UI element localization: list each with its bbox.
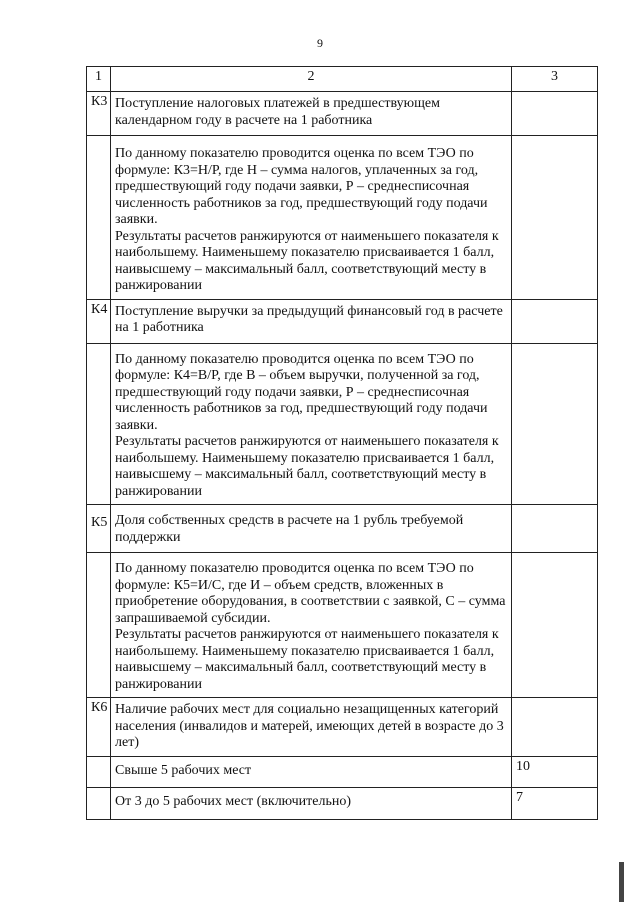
- criterion-code: К3: [87, 92, 111, 136]
- criterion-points: [512, 505, 598, 553]
- empty-cell: [87, 756, 111, 788]
- criterion-description: [111, 553, 512, 698]
- criterion-description: [111, 343, 512, 505]
- column-header-1: 1: [87, 67, 111, 92]
- criterion-description-row-k5: [87, 553, 598, 698]
- option-label: От 3 до 5 рабочих мест (включительно): [111, 788, 512, 820]
- criterion-title: Поступление налоговых платежей в предшествующем календарном году в расчете на 1 работника: [111, 92, 512, 136]
- description-paragraph: По данному показателю проводится оценка по всем ТЭО по формуле: К4=В/Р, где В – объем выручки, полученной за год, предшествующий году подачи заявки, Р – среднесписочная численность работников за год, предшествующий году подачи заявки.: [115, 351, 488, 433]
- empty-cell: [87, 136, 111, 300]
- empty-cell: [512, 553, 598, 698]
- criterion-title: Доля собственных средств в расчете на 1 рубль требуемой поддержки: [111, 505, 512, 553]
- criterion-points: [512, 299, 598, 343]
- column-header-2: 2: [111, 67, 512, 92]
- option-points: 10: [512, 756, 598, 788]
- criterion-description: [111, 136, 512, 300]
- column-header-3: 3: [512, 67, 598, 92]
- empty-cell: [87, 553, 111, 698]
- description-paragraph: По данному показателю проводится оценка по всем ТЭО по формуле: К3=Н/Р, где Н – сумма налогов, уплаченных за год, предшествующий году подачи заявки, Р – среднесписочная численность работников за год, предшествующий году подачи заявки.: [115, 146, 488, 227]
- description-paragraph: Результаты расчетов ранжируются от наименьшего показателя к наибольшему. Наименьшему показателю присваивается 1 балл, наивысшему – максимальный балл, соответствующий месту в ранжировании: [115, 434, 499, 499]
- criterion-row-k5: [87, 505, 598, 553]
- criterion-points: [512, 698, 598, 757]
- empty-cell: [87, 343, 111, 505]
- criterion-points: [512, 92, 598, 136]
- empty-cell: [87, 788, 111, 820]
- option-label: Свыше 5 рабочих мест: [111, 756, 512, 788]
- criterion-description-row-k3: [87, 136, 598, 300]
- description-paragraph: По данному показателю проводится оценка по всем ТЭО по формуле: К5=И/С, где И – объем средств, вложенных в приобретение оборудования, в соответствии с заявкой, С – сумма запрашиваемой субсидии.: [115, 561, 506, 626]
- criterion-code: К6: [87, 698, 111, 757]
- criterion-title: Поступление выручки за предыдущий финансовый год в расчете на 1 работника: [111, 299, 512, 343]
- criterion-row-k4: [87, 299, 598, 343]
- criterion-description-row-k4: [87, 343, 598, 505]
- empty-cell: [512, 343, 598, 505]
- criterion-row-k6: [87, 698, 598, 757]
- criterion-code: К5: [87, 505, 111, 553]
- description-paragraph: Результаты расчетов ранжируются от наименьшего показателя к наибольшему. Наименьшему показателю присваивается 1 балл, наивысшему – максимальный балл, соответствующий месту в ранжировании: [115, 228, 499, 293]
- criterion-code: К4: [87, 299, 111, 343]
- criterion-row-k3: [87, 92, 598, 136]
- empty-cell: [512, 136, 598, 300]
- binding-edge-mark: [619, 862, 624, 902]
- criteria-table: [86, 66, 598, 820]
- option-points: 7: [512, 788, 598, 820]
- criterion-title: Наличие рабочих мест для социально незащищенных категорий населения (инвалидов и матерей, имеющих детей в возрасте до 3 лет): [111, 698, 512, 757]
- description-paragraph: Результаты расчетов ранжируются от наименьшего показателя к наибольшему. Наименьшему показателю присваивается 1 балл, наивысшему – максимальный балл, соответствующий месту в ранжировании: [115, 627, 499, 692]
- page-number: 9: [317, 36, 323, 50]
- option-row: [87, 756, 598, 788]
- table-header-row: [87, 67, 598, 92]
- option-row: [87, 788, 598, 820]
